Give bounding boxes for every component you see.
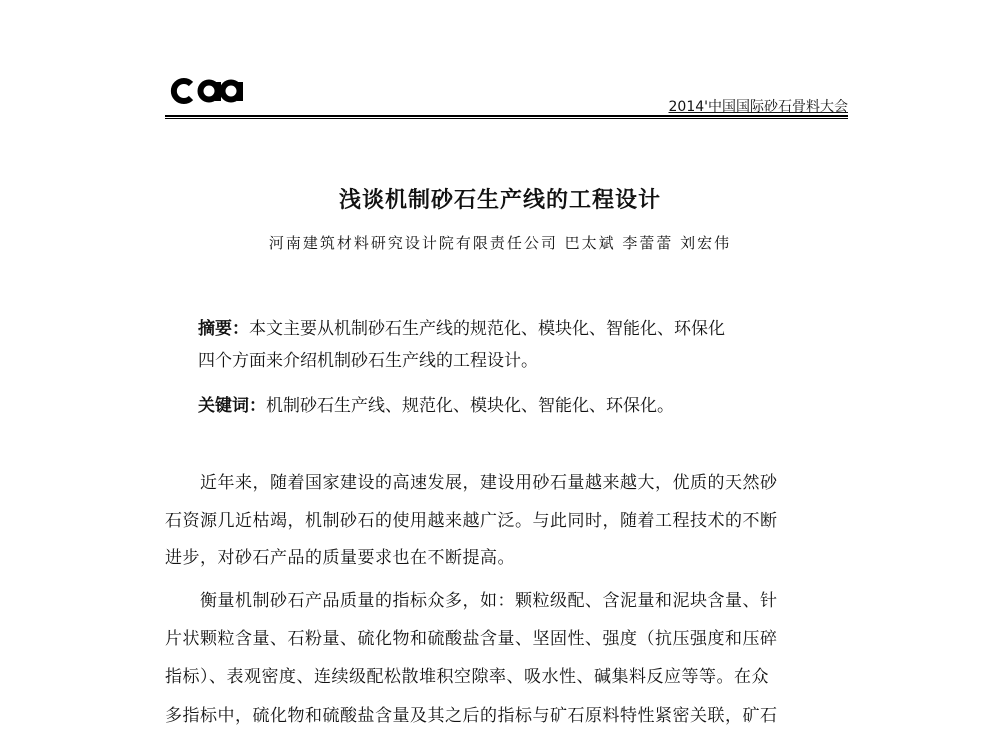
abstract xyxy=(198,316,848,371)
keywords xyxy=(198,393,674,419)
paragraph-1-line-1: 近年来，随着国家建设的高速发展，建设用砂石量越来越大，优质的天然砂 xyxy=(200,473,778,493)
abstract-line-2: 四个方面来介绍机制砂石生产线的工程设计。 xyxy=(198,351,538,371)
article-title: 浅谈机制砂石生产线的工程设计 xyxy=(338,188,661,213)
paragraph-1-line-2: 石资源几近枯竭，机制砂石的使用越来越广泛。与此同时，随着工程技术的不断 xyxy=(165,511,778,531)
paragraph-2-line-3: 指标）、表观密度、连续级配松散堆积空隙率、吸水性、碱集料反应等等。在众 xyxy=(165,667,769,687)
header-rule xyxy=(165,115,848,117)
header-rule-thin xyxy=(165,118,848,119)
paragraph-2-line-4: 多指标中，硫化物和硫酸盐含量及其之后的指标与矿石原料特性紧密关联，矿石 xyxy=(165,706,778,726)
abstract-label: 摘要： xyxy=(198,319,249,339)
paragraph-2-line-2: 片状颗粒含量、石粉量、硫化物和硫酸盐含量、坚固性、强度（抗压强度和压碎 xyxy=(165,629,778,649)
paragraph-1-line-3: 进步，对砂石产品的质量要求也在不断提高。 xyxy=(165,548,515,568)
caa-logo xyxy=(167,70,247,110)
keywords-label: 关键词： xyxy=(198,396,266,416)
abstract-line-1: 本文主要从机制砂石生产线的规范化、模块化、智能化、环保化 xyxy=(249,319,725,339)
paragraph-2-line-1: 衡量机制砂石产品质量的指标众多，如：颗粒级配、含泥量和泥块含量、针 xyxy=(200,591,778,611)
keywords-text: 机制砂石生产线、规范化、模块化、智能化、环保化。 xyxy=(266,396,674,416)
conference-name: 2014'中国国际砂石骨料大会 xyxy=(668,99,848,115)
article-authors: 河南建筑材料研究设计院有限责任公司 巴太斌 李蕾蕾 刘宏伟 xyxy=(268,234,732,252)
